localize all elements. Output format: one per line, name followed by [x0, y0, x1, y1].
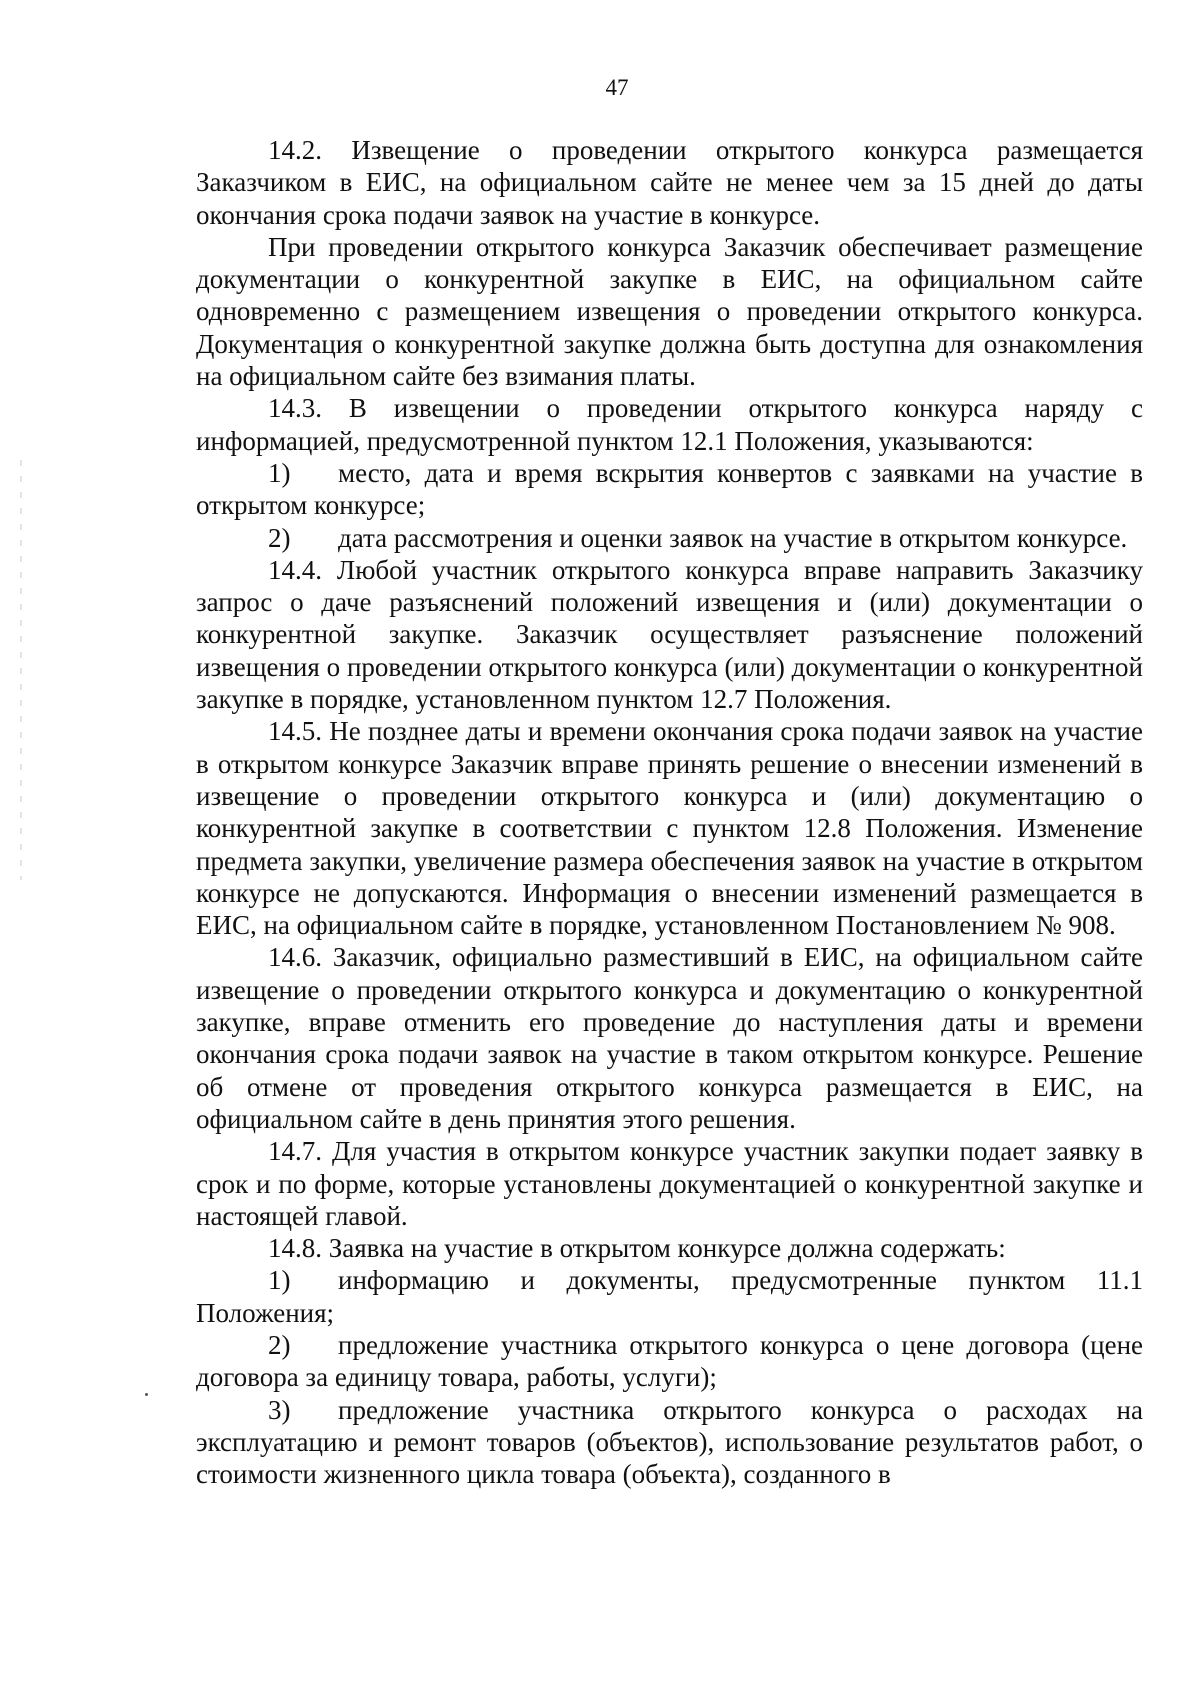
- paragraph: 14.3. В извещении о проведении открытого конкурса наряду с информацией, предусмотренной пунктом 12.1 Положения, указываются:: [196, 393, 1143, 456]
- list-item: [196, 1264, 1143, 1329]
- list-item: [196, 1394, 1143, 1491]
- list-item-number: 2): [268, 522, 291, 553]
- list-item-number: 3): [268, 1394, 291, 1425]
- list-item: [196, 522, 1143, 554]
- scan-artifact: [20, 460, 22, 880]
- document-body: [196, 134, 1143, 1490]
- paragraph: 14.8. Заявка на участие в открытом конкурсе должна содержать:: [268, 1233, 1006, 1264]
- paragraph: 14.2. Извещение о проведении открытого конкурса размещается Заказчиком в ЕИС, на официальном сайте не менее чем за 15 дней до даты окончания срока подачи заявок на участие в конкурсе.: [196, 135, 1143, 230]
- paragraph: 14.6. Заказчик, официально разместивший в ЕИС, на официальном сайте извещение о проведении открытого конкурса и документацию о конкурентной закупке, вправе отменить его проведение до наступления даты и времени окончания срока подачи заявок на участие в таком открытом конкурсе. Решение об отмене от проведения открытого конкурса размещается в ЕИС, на официальном сайте в день принятия этого решения.: [196, 942, 1143, 1134]
- list-item: [196, 1329, 1143, 1394]
- paragraph: 14.7. Для участия в открытом конкурсе участник закупки подает заявку в срок и по форме, которые установлены документацией о конкурентной закупке и настоящей главой.: [196, 1136, 1143, 1231]
- list-item: [196, 457, 1143, 522]
- list-item-number: 1): [268, 1265, 291, 1296]
- paragraph: При проведении открытого конкурса Заказчик обеспечивает размещение документации о конкурентной закупке в ЕИС, на официальном сайте одновременно с размещением извещения о проведении открытого конкурса. Документация о конкурентной закупке должна быть доступна для ознакомления на официальном сайте без взимания платы.: [196, 231, 1143, 392]
- scan-dot: [145, 1393, 148, 1396]
- paragraph: 14.4. Любой участник открытого конкурса вправе направить Заказчику запрос о даче разъяснений положений извещения и (или) документации о конкурентной закупке. Заказчик осуществляет разъяснение положений извещения о проведении открытого конкурса (или) документации о конкурентной закупке в порядке, установленном пунктом 12.7 Положения.: [196, 554, 1143, 715]
- paragraph: 14.5. Не позднее даты и времени окончания срока подачи заявок на участие в открытом конкурсе Заказчик вправе принять решение о внесении изменений в извещение о проведении открытого конкурса и (или) документацию о конкурентной закупке в соответствии с пунктом 12.8 Положения. Изменение предмета закупки, увеличение размера обеспечения заявок на участие в открытом конкурсе не допускаются. Информация о внесении изменений размещается в ЕИС, на официальном сайте в порядке, установленном Постановлением № 908.: [196, 716, 1143, 941]
- list-item-text: предложение участника открытого конкурса о цене договора (цене договора за единицу товара, работы, услуги);: [196, 1329, 1143, 1393]
- list-item-number: 2): [268, 1329, 291, 1360]
- list-item-number: 1): [268, 457, 291, 488]
- list-item-text: место, дата и время вскрытия конвертов с заявками на участие в открытом конкурсе;: [196, 457, 1143, 521]
- list-item-text: предложение участника открытого конкурса о расходах на эксплуатацию и ремонт товаров (объектов), использование результатов работ, о стоимости жизненного цикла товара (объекта), созданного в: [196, 1394, 1143, 1490]
- page-number: 47: [605, 75, 629, 100]
- list-item-text: дата рассмотрения и оценки заявок на участие в открытом конкурсе.: [338, 522, 1128, 553]
- list-item-text: информацию и документы, предусмотренные пунктом 11.1 Положения;: [196, 1265, 1143, 1328]
